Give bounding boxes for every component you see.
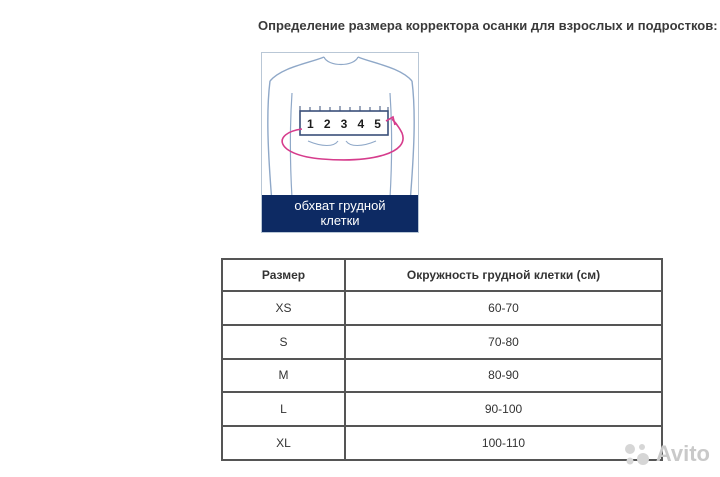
avito-logo-icon bbox=[622, 441, 652, 467]
circumference-cell: 70-80 bbox=[345, 325, 662, 359]
tape-digit: 2 bbox=[323, 117, 331, 131]
caption-line-2: клетки bbox=[320, 213, 360, 228]
size-cell: XS bbox=[222, 291, 345, 325]
size-table bbox=[221, 258, 663, 461]
measuring-tape-digits bbox=[302, 117, 386, 131]
table-row bbox=[222, 359, 662, 393]
table-header-row bbox=[222, 259, 662, 291]
tape-digit: 1 bbox=[307, 117, 314, 131]
chest-measurement-illustration bbox=[261, 52, 419, 233]
circumference-cell: 60-70 bbox=[345, 291, 662, 325]
table-row bbox=[222, 325, 662, 359]
circumference-cell: 80-90 bbox=[345, 359, 662, 393]
table-row bbox=[222, 426, 662, 460]
table-row bbox=[222, 291, 662, 325]
watermark-text: Avito bbox=[655, 441, 710, 466]
size-cell: S bbox=[222, 325, 345, 359]
header-chest-circumference: Окружность грудной клетки (см) bbox=[345, 259, 662, 291]
circumference-cell: 90-100 bbox=[345, 392, 662, 426]
table-row bbox=[222, 392, 662, 426]
size-cell: L bbox=[222, 392, 345, 426]
tape-digit: 4 bbox=[357, 117, 365, 131]
header-size: Размер bbox=[222, 259, 345, 291]
caption-line-1: обхват грудной bbox=[294, 198, 386, 213]
size-cell: XL bbox=[222, 426, 345, 460]
circumference-cell: 100-110 bbox=[345, 426, 662, 460]
avito-watermark bbox=[622, 441, 710, 467]
tape-digit: 5 bbox=[374, 117, 381, 131]
size-cell: M bbox=[222, 359, 345, 393]
page-title: Определение размера корректора осанки для взрослых и подростков: bbox=[258, 18, 718, 33]
figure-caption bbox=[262, 195, 418, 232]
tape-digit: 3 bbox=[340, 117, 348, 131]
